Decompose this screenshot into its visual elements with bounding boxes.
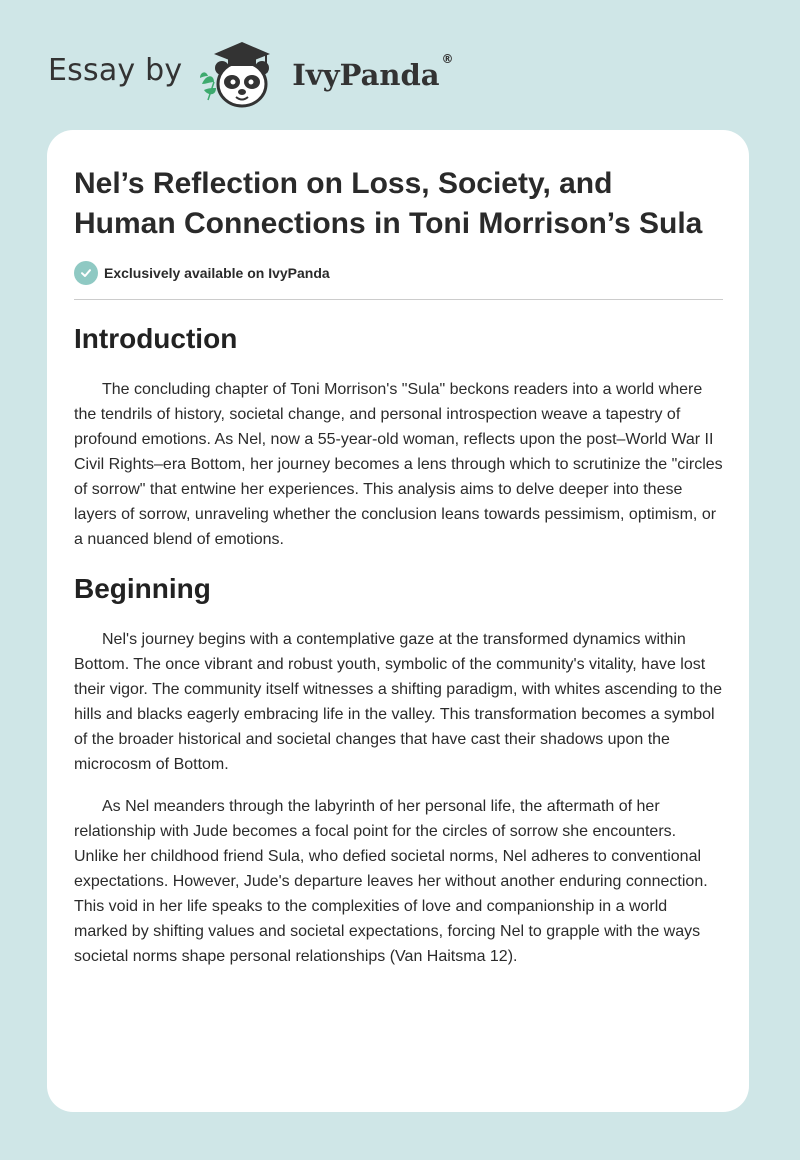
divider [74,299,723,300]
section-heading-beginning: Beginning [74,573,211,604]
exclusive-badge [74,261,723,285]
registered-mark: ® [441,52,454,66]
check-circle-icon [74,261,98,285]
badge-label: Exclusively available on IvyPanda [104,265,330,281]
section-heading-introduction: Introduction [74,323,238,354]
panda-logo-icon [198,38,284,110]
brand-header [48,38,454,110]
paragraph: As Nel meanders through the labyrinth of her personal life, the aftermath of her relationship with Jude becomes a focal point for the circles of sorrow she encounters. Unlike her childhood friend Sula, who defied societal norms, Nel adheres to conventional expectations. However, Jude's departure leaves her without another enduring connection. This void in her life speaks to the complexities of love and companionship in a world marked by shifting values and societal expectations, forcing Nel to grapple with the ways societal norms shape personal relationships (Van Haitsma 12). [74,798,708,965]
brand-name: IvyPanda [292,58,440,92]
essay-card [47,130,749,1112]
essay-title: Nel’s Reflection on Loss, Society, and Human Connections in Toni Morrison’s Sula [74,167,703,240]
brand-prefix: Essay by [48,52,183,88]
paragraph: Nel's journey begins with a contemplative gaze at the transformed dynamics within Bottom. The once vibrant and robust youth, symbolic of the community's vitality, have lost their vigor. The community itself witnesses a shifting paradigm, with whites ascending to the hills and blacks eagerly embracing life in the valley. This transformation becomes a symbol of the broader historical and societal changes that have cast their shadows upon the microcosm of Bottom. [74,631,723,773]
paragraph: The concluding chapter of Toni Morrison's "Sula" beckons readers into a world where the tendrils of history, societal change, and personal introspection weave a tapestry of profound emotions. As Nel, now a 55-year-old woman, reflects upon the post–World War II Civil Rights–era Bottom, her journey becomes a lens through which to scrutinize the "circles of sorrow" that entwine her experiences. This analysis aims to delve deeper into these layers of sorrow, unraveling whether the conclusion leans towards pessimism, optimism, or a nuanced blend of emotions. [74,381,723,548]
